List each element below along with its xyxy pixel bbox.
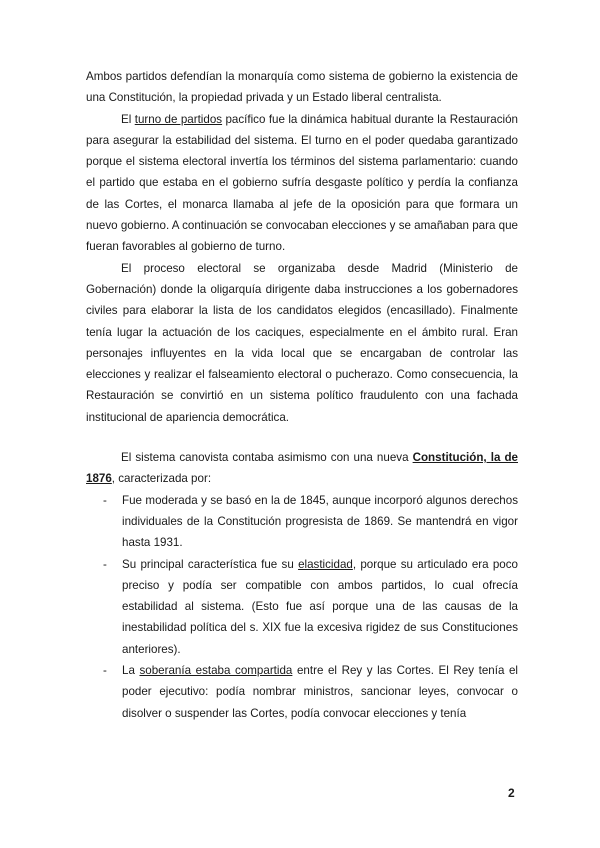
- list-item-text-post: entre el Rey y las Cortes. El Rey tenía el poder ejecutivo: podía nombrar ministros, sancionar leyes, convocar o disolver o suspender las Cortes, podía convocar elecciones y tenía: [122, 664, 519, 720]
- list-dash: -: [103, 493, 107, 507]
- paragraph-constitution: [86, 447, 518, 490]
- paragraph-constitution-pre: El sistema canovista contaba asimismo con una nueva: [121, 451, 413, 465]
- list-item-text: Fue moderada y se basó en la de 1845, aunque incorporó algunos derechos individuales de la Constitución progresista de 1869. Se mantendrá en vigor hasta 1931.: [122, 493, 518, 550]
- paragraph-constitution-post: , caracterizada por:: [111, 472, 212, 486]
- list-item-text-post: , porque su articulado era poco preciso y podía ser compatible con ambos partidos, lo cual ofrecía estabilidad al sistema. (Esto fue así porque una de las causas de la inestabilidad política del s. XIX fue la excesiva rigidez de sus Constituciones anteriores).: [122, 557, 518, 656]
- paragraph-parties: Ambos partidos defendían la monarquía como sistema de gobierno la existencia de una Constitución, la propiedad privada y un Estado liberal centralista.: [86, 70, 518, 105]
- term-turno-de-partidos: turno de partidos: [134, 112, 223, 126]
- list-dash: -: [103, 664, 107, 678]
- list-item-text-pre: La: [122, 664, 140, 678]
- characteristics-list: [86, 490, 518, 724]
- term-elasticidad: elasticidad: [298, 557, 353, 571]
- page-number: 2: [508, 786, 515, 800]
- term-soberania-compartida: soberanía estaba compartida: [139, 664, 293, 678]
- term-constitucion-1876: Constitución, la de 1876: [86, 451, 518, 486]
- paragraph-turno: [86, 109, 518, 258]
- paragraph-turno-post: pacífico fue la dinámica habitual durante la Restauración para asegurar la estabilidad del sistema. El turno en el poder quedaba garantizado porque el sistema electoral invertía los términos del sistema parlamentario: cuando el partido que estaba en el gobierno sufría desgaste político y perdía la confianza de las Cortes, el monarca llamaba al jefe de la oposición para que formara un nuevo gobierno. A continuación se convocaban elecciones y se amañaban para que fueran favorables al gobierno de turno.: [86, 112, 519, 254]
- list-item: [86, 554, 518, 660]
- list-dash: -: [103, 557, 107, 571]
- document-body: [86, 66, 518, 724]
- list-item-text-pre: Su principal característica fue su: [122, 557, 299, 571]
- paragraph-turno-pre: El: [121, 112, 135, 126]
- paragraph-electoral-process: El proceso electoral se organizaba desde Madrid (Ministerio de Gobernación) donde la oligarquía dirigente daba instrucciones a los gobernadores civiles para elaborar la lista de los candidatos elegidos (encasillado). Finalmente tenía lugar la actuación de los caciques, especialmente en el ámbito rural. Eran personajes influyentes en la vida local que se encargaban de controlar las elecciones y realizar el falseamiento electoral o pucherazo. Como consecuencia, la Restauración se convirtió en un sistema político fraudulento con una fachada institucional de apariencia democrática.: [86, 261, 518, 424]
- list-item: [86, 660, 518, 724]
- list-item: [86, 490, 518, 554]
